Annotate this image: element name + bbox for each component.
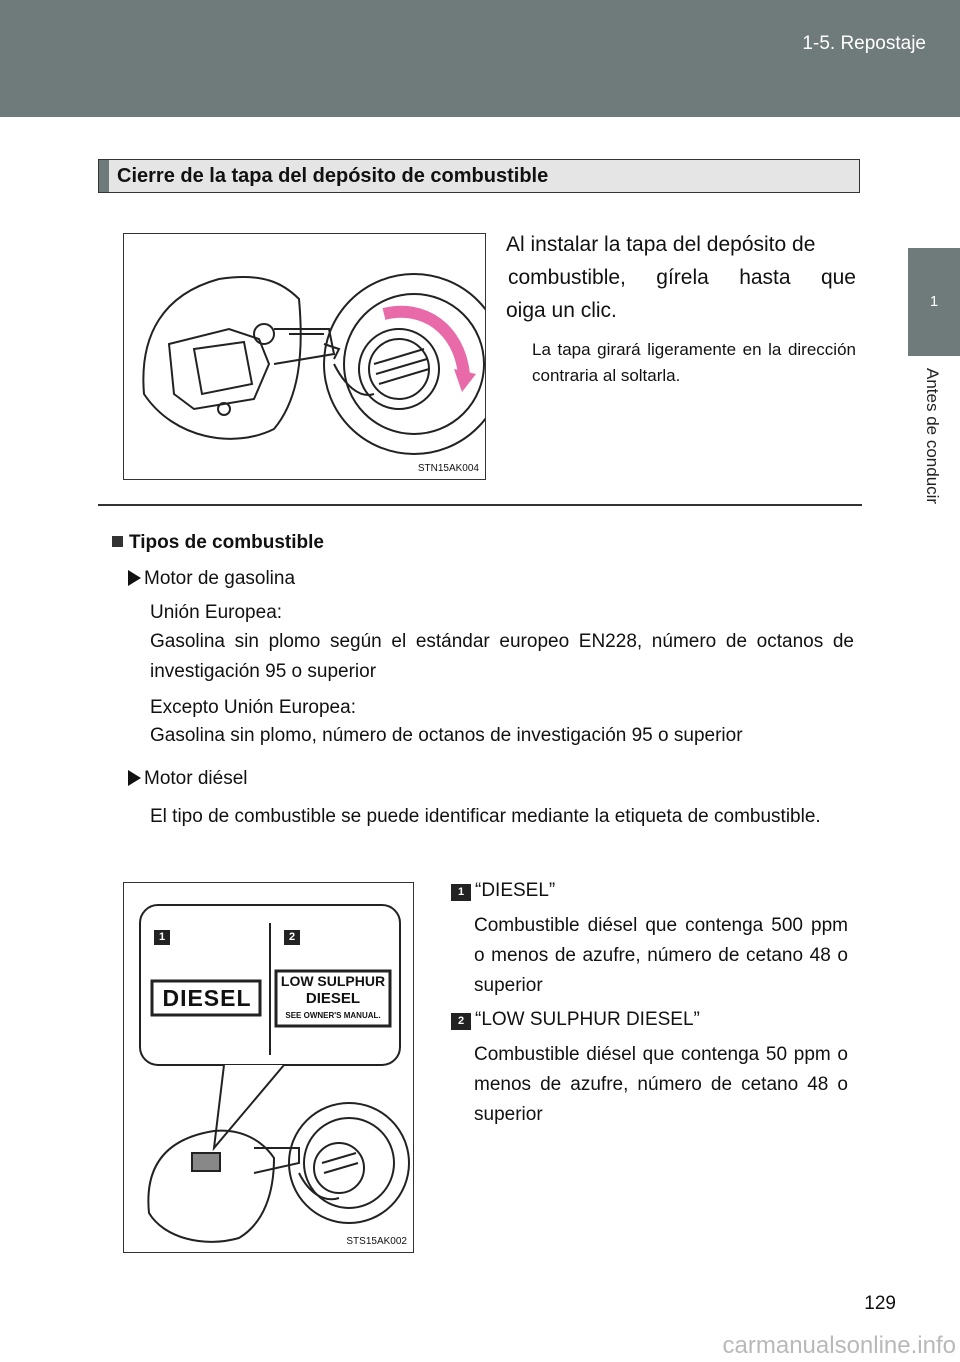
low-sulphur-text: LOW SULPHUR — [280, 973, 386, 989]
section-divider — [98, 504, 862, 506]
chapter-tab-number[interactable]: 1 — [908, 248, 960, 356]
heading-accent — [99, 160, 109, 192]
instruction-line-1: Al instalar la tapa del depósito de — [506, 233, 816, 256]
label-badge-2: 2 — [288, 931, 296, 943]
side-strip — [908, 117, 960, 247]
square-bullet-icon — [112, 536, 123, 547]
number-badge-1: 1 — [451, 884, 471, 901]
non-eu-label: Excepto Unión Europea: — [150, 697, 356, 718]
low-sulphur-label — [277, 973, 389, 1024]
fuel-types-heading — [112, 528, 324, 558]
arrow-right-icon — [128, 770, 141, 786]
instruction-text — [506, 228, 856, 327]
item-1-title-text: “DIESEL” — [475, 880, 556, 901]
item-2-title — [451, 1005, 700, 1035]
eu-text: Gasolina sin plomo según el estándar europeo EN228, número de octanos de investigación 95 o superior — [150, 631, 854, 682]
chapter-label-text: Antes de conducir — [923, 368, 942, 505]
item-1-title — [451, 876, 555, 906]
non-eu-text: Gasolina sin plomo, número de octanos de investigación 95 o superior — [150, 725, 743, 746]
diesel-text-small: DIESEL — [305, 990, 361, 1007]
eu-label: Unión Europea: — [150, 602, 283, 623]
fuel-cap-illustration — [124, 234, 485, 479]
gasoline-title-text: Motor de gasolina — [144, 568, 296, 589]
item-2-title-text: “LOW SULPHUR DIESEL” — [475, 1009, 700, 1030]
fuel-cap-figure — [123, 233, 486, 480]
item-1-text: Combustible diésel que contenga 500 ppm o menos de azufre, número de cetano 48 o superior — [474, 915, 848, 996]
item-2-text: Combustible diésel que contenga 50 ppm o menos de azufre, número de cetano 48 o superior — [474, 1044, 848, 1125]
section-heading: Cierre de la tapa del depósito de combustible — [117, 165, 549, 187]
header-bar — [0, 0, 960, 117]
page-number: 129 — [864, 1293, 896, 1314]
label-badge-1: 1 — [158, 931, 166, 943]
number-badge-2: 2 — [451, 1013, 471, 1030]
diesel-text: El tipo de combustible se puede identificar mediante la etiqueta de combustible. — [150, 806, 821, 827]
chapter-tab-label — [908, 358, 960, 608]
watermark: carmanualsonline.info — [722, 1332, 956, 1359]
figure-code-2: STS15AK002 — [346, 1236, 407, 1247]
diesel-title — [128, 764, 248, 794]
fuel-types-title: Tipos de combustible — [129, 532, 324, 553]
diesel-label: DIESEL — [162, 985, 252, 1011]
instruction-line-2: combustible, gírela hasta que — [508, 266, 856, 289]
figure-code: STN15AK004 — [417, 463, 479, 474]
diesel-title-text: Motor diésel — [144, 768, 248, 789]
note-text: La tapa girará ligeramente en la dirección contraria al soltarla. — [532, 340, 856, 385]
section-heading-box — [98, 159, 860, 193]
gasoline-title — [128, 564, 295, 594]
section-title: 1-5. Repostaje — [802, 33, 926, 54]
diesel-label-figure — [123, 882, 414, 1253]
instruction-line-3: oiga un clic. — [506, 299, 617, 322]
see-manual-text: SEE OWNER'S MANUAL. — [285, 1011, 381, 1020]
arrow-right-icon — [128, 570, 141, 586]
